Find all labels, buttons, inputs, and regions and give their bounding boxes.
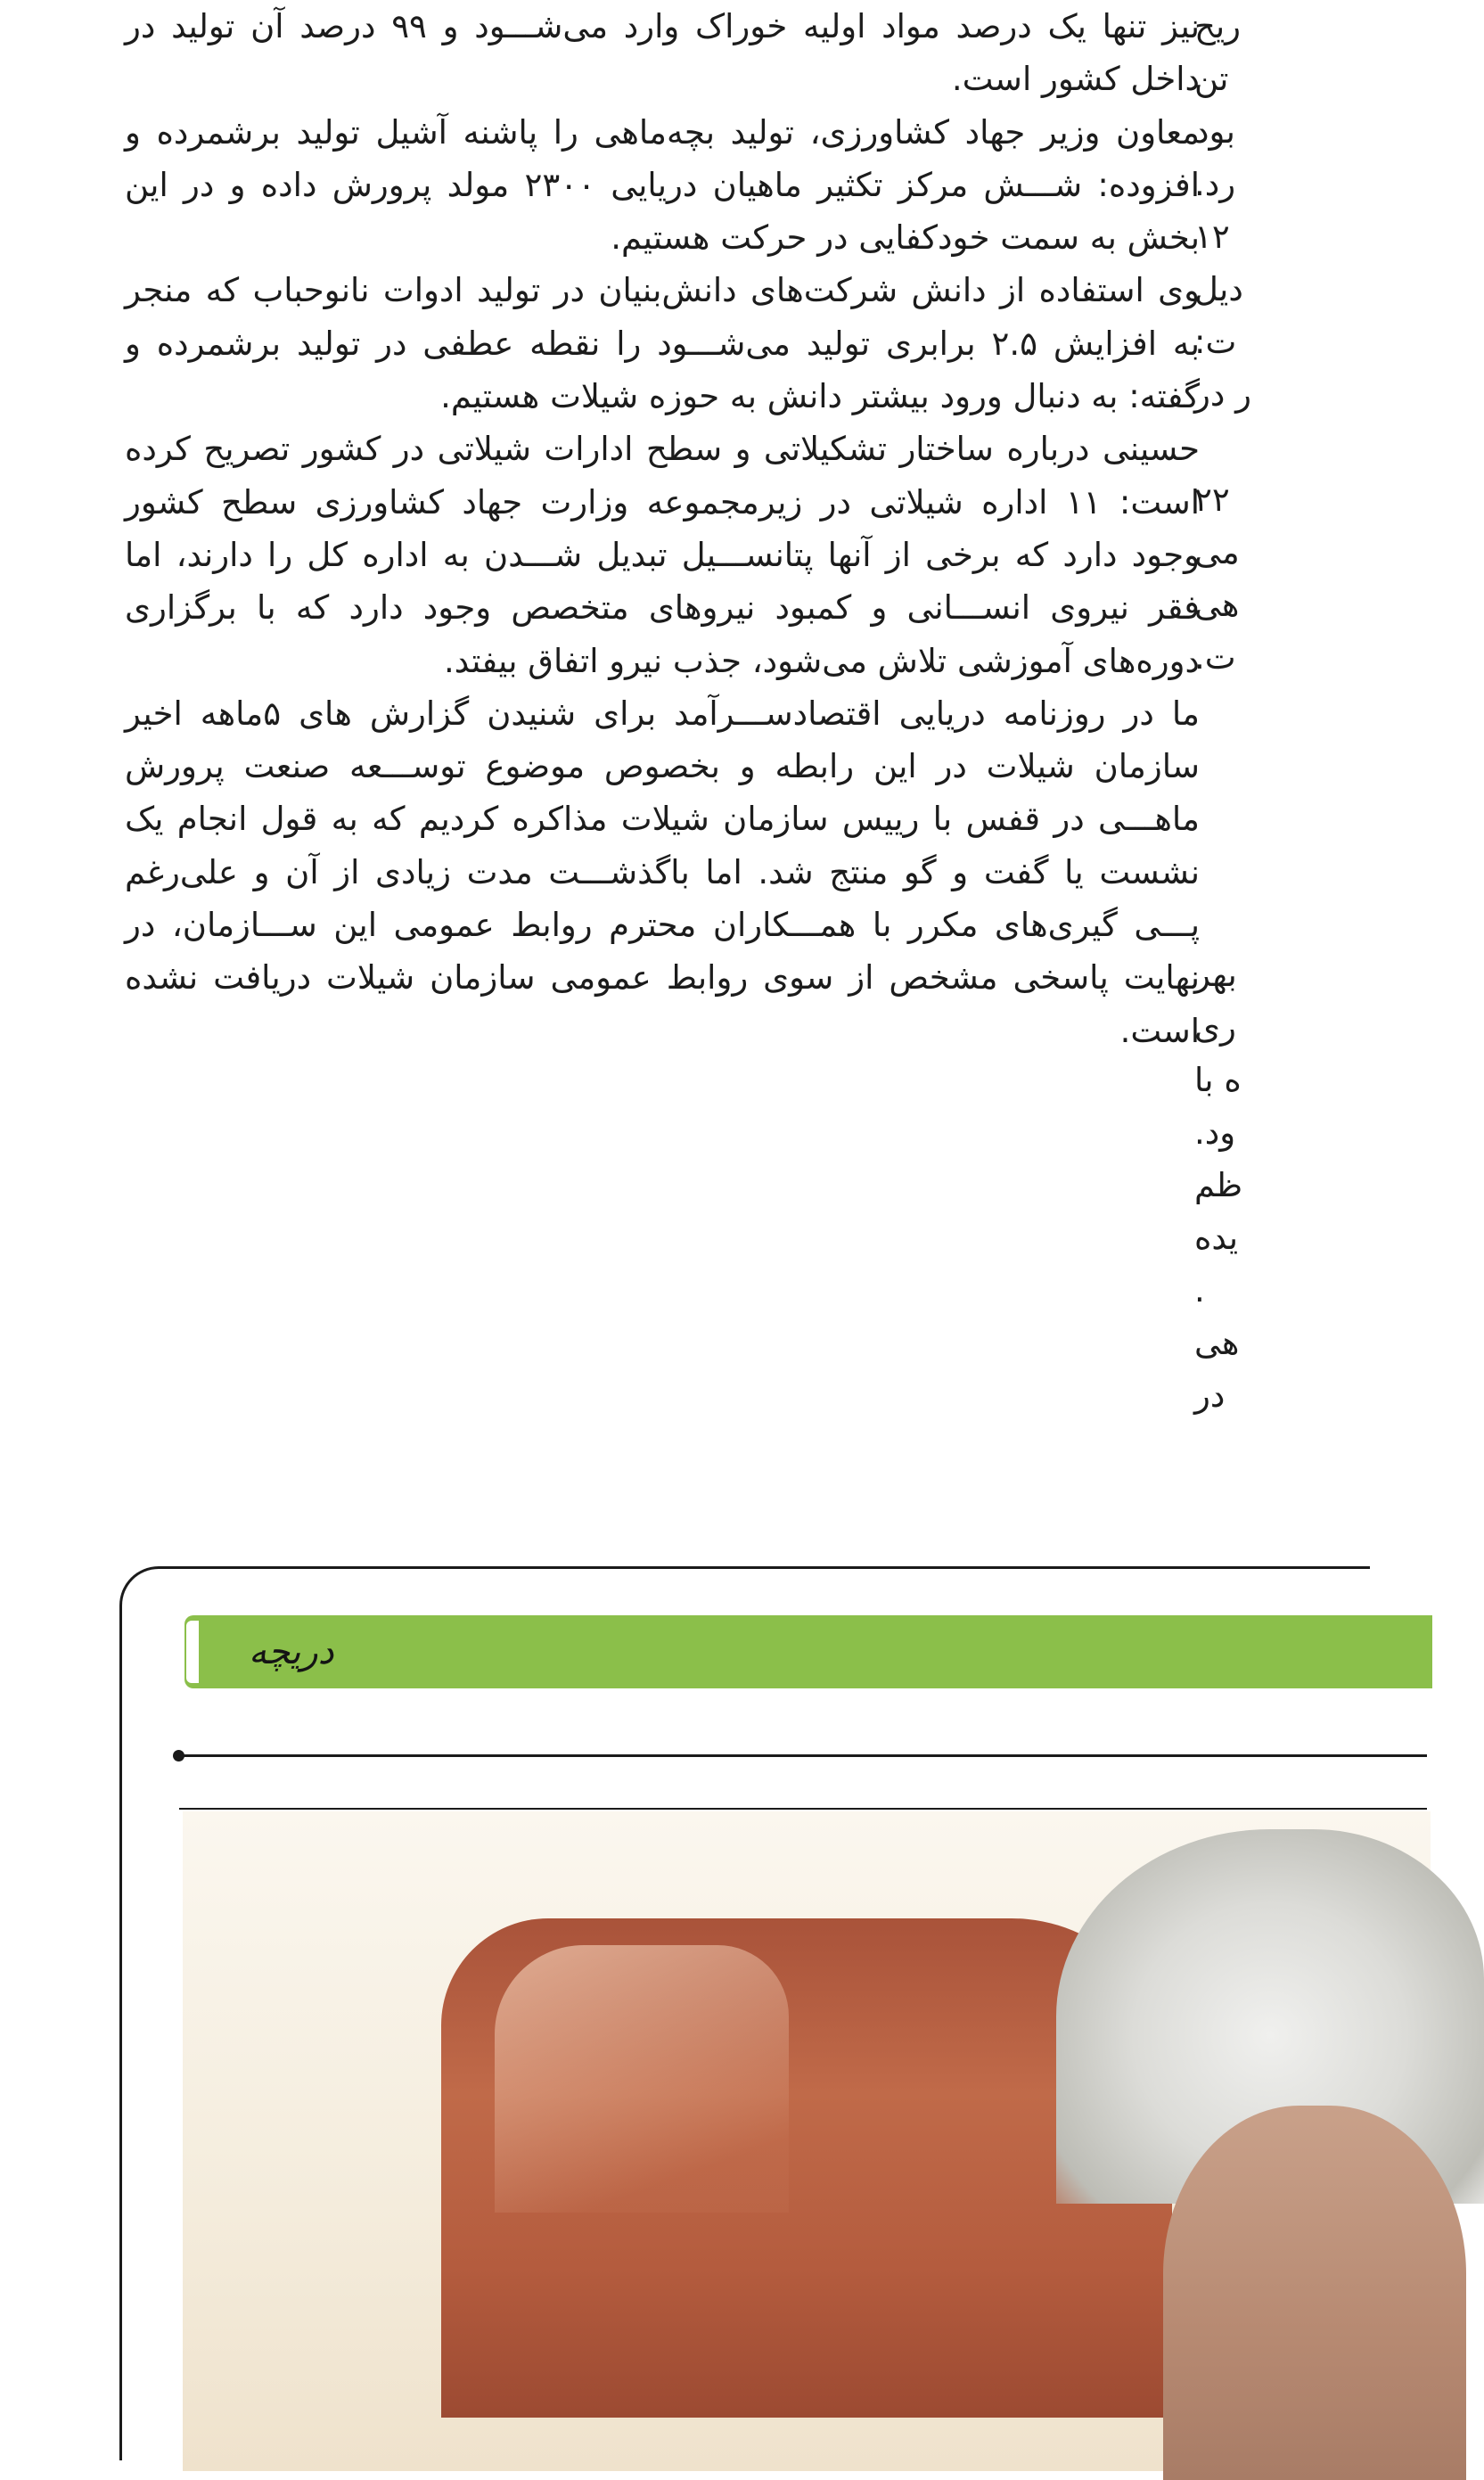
text-fragment: ظم (1194, 1166, 1243, 1204)
text-fragment: دیل (1194, 270, 1243, 308)
text-fragment: ت: (1194, 323, 1237, 361)
photo-face (1163, 2106, 1466, 2480)
text-fragment: ت. (1194, 638, 1236, 677)
portrait-photo (183, 1811, 1431, 2471)
text-fragment: می (1194, 533, 1240, 571)
section-title: دریچه (249, 1631, 334, 1672)
text-fragment: . (1194, 1271, 1205, 1310)
article-column (125, 0, 1200, 1057)
text-fragment: ری (1194, 1008, 1236, 1047)
text-fragment: ریح (1194, 7, 1242, 45)
rule-line (179, 1754, 1427, 1757)
article-paragraph: نیز تنها یک درصد مواد اولیه خوراک وارد می‌شـــود و ۹۹ درصد آن تولید در داخل کشور است. (125, 7, 1201, 99)
text-fragment: بهر (1194, 956, 1237, 994)
sidebar-box (119, 1566, 1370, 2460)
text-fragment: تن (1194, 60, 1229, 98)
cropped-right-column (1194, 0, 1337, 1551)
article-paragraph: وی استفاده از دانش شرکت‌های دانش‌بنیان در تولید ادوات نانوحباب که منجر به افزایش ۲.۵ برابری تولید می‌شـــود را نقطه عطفی در تولید برشمرده و گفته: به دنبال ورود بیشتر دانش به حوزه شیلات هستیم. (125, 271, 1200, 416)
text-fragment: ۱۲ (1194, 218, 1230, 256)
text-fragment: در (1194, 1376, 1226, 1415)
text-fragment: هی (1194, 1324, 1240, 1362)
text-fragment: هی (1194, 586, 1240, 624)
text-fragment: یده (1194, 1219, 1239, 1257)
text-fragment: رد. (1194, 165, 1236, 203)
rule-line (179, 1808, 1427, 1810)
photo-chair-highlight (495, 1945, 789, 2213)
text-fragment: ود. (1194, 1113, 1236, 1152)
text-fragment: ۲۲ (1194, 480, 1230, 519)
text-fragment: بود (1194, 112, 1235, 151)
text-fragment: ر در (1194, 375, 1251, 414)
text-fragment: ه با (1194, 1061, 1242, 1099)
article-paragraph: حسینی درباره ساختار تشکیلاتی و سطح ادارات شیلاتی در کشور تصریح کرده است: ۱۱ اداره شیلاتی در زیرمجموعه وزارت جهاد کشاورزی سطح کشور وجود دارد که برخی از آنها پتانســـیل تبدیل شـــدن به اداره کل را دارند، اما فقر نیروی انســـانی و کمبود نیروهای متخصص وجود دارد که با برگزاری دوره‌های آموزشی تلاش می‌شود، جذب نیرو اتفاق بیفتد. (125, 430, 1201, 680)
article-paragraph: معاون وزیر جهاد کشاورزی، تولید بچه‌ماهی را پاشنه آشیل تولید برشمرده و افزوده: شـــش مرکز تکثیر ماهیان دریایی ۲۳۰۰ مولد پرورش داده و در این بخش به سمت خودکفایی در حرکت هستیم. (125, 112, 1200, 258)
section-banner (184, 1615, 1432, 1688)
banner-tab (186, 1621, 201, 1683)
article-paragraph: ما در روزنامه دریایی اقتصادســـرآمد برای شنیدن گزارش های ۵ماهه اخیر سازمان شیلات در این رابطه و بخصوص موضوع توســـعه صنعت پرورش ماهـــی در قفس با رییس سازمان شیلات مذاکره کردیم که به قول انجام یک نشست یا گفت و گو منتج شد. اما باگذشـــت مدت زیادی از آن و علی‌رغم پـــی گیری‌های مکرر با همـــکاران محترم روابط عمومی این ســـازمان، در نهایت پاسخی مشخص از سوی روابط عمومی سازمان شیلات دریافت نشده است. (125, 694, 1201, 1050)
